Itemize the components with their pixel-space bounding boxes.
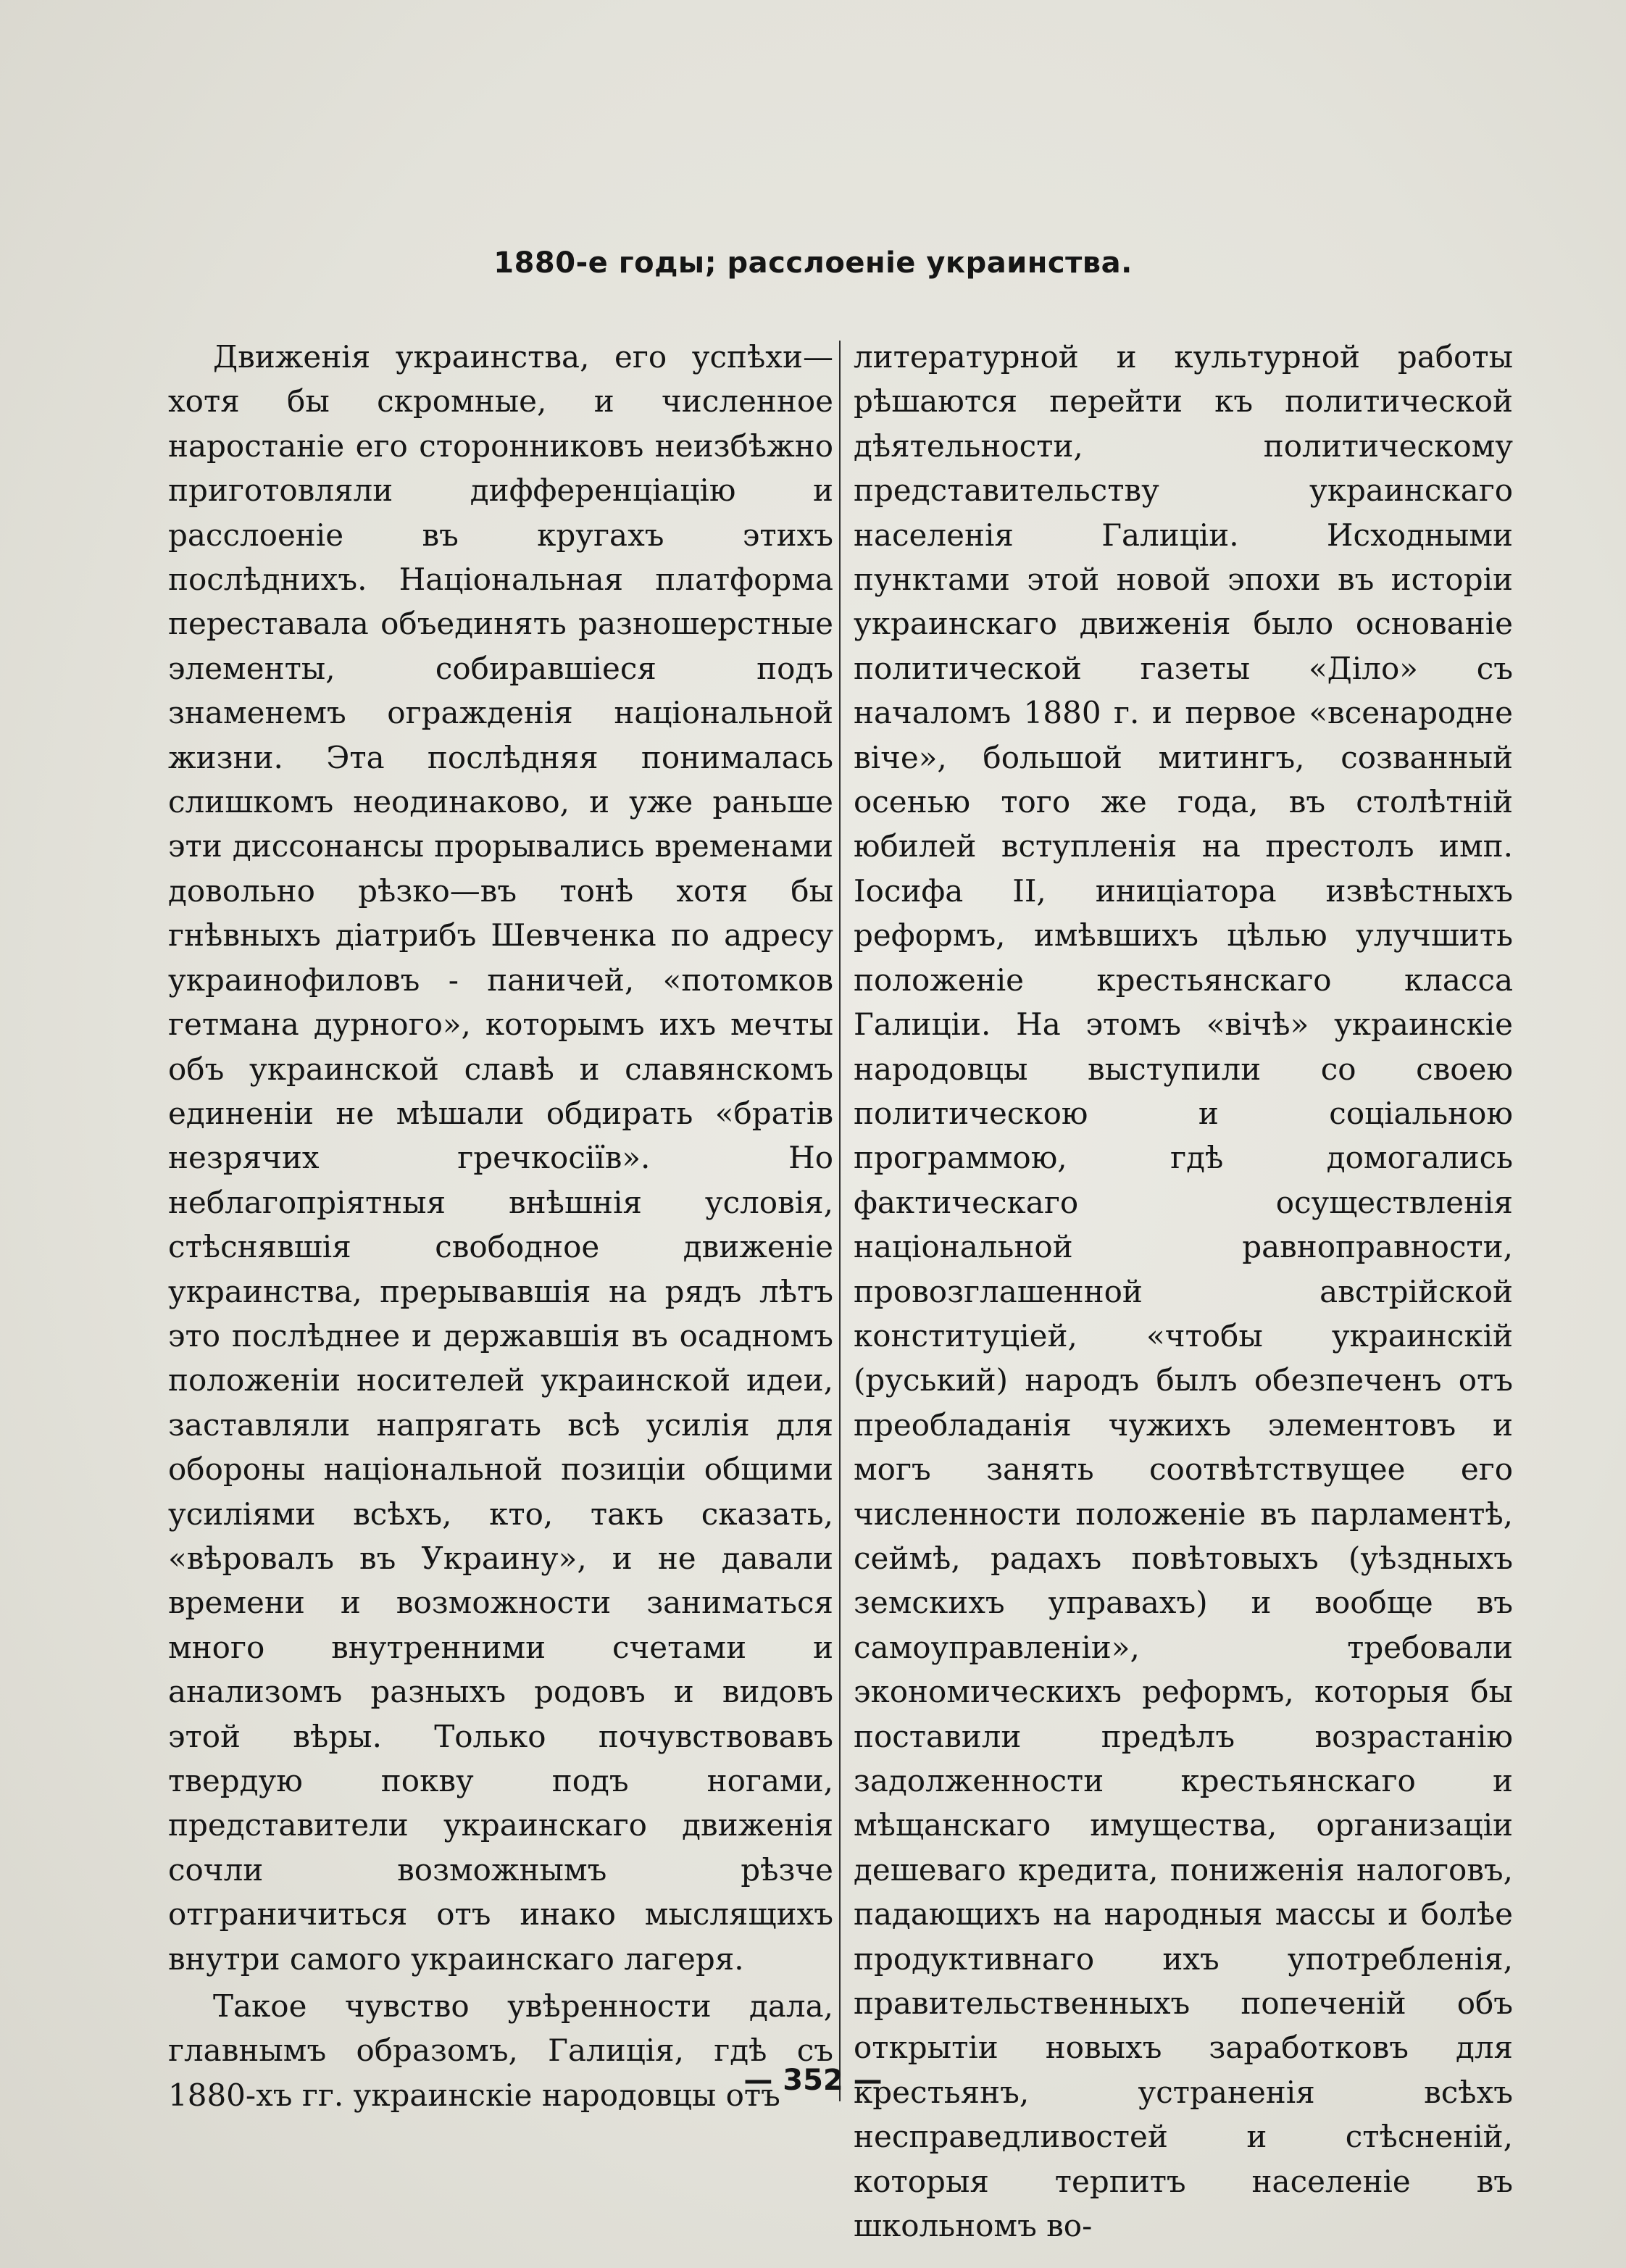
running-title: 1880-е годы; расслоеніе украинства. <box>493 246 1133 280</box>
page-number: — 352 — <box>743 2064 883 2097</box>
right-paragraph-1: литературной и культурной работы рѣшаются перейти къ политической дѣятельности, политическому представительству украинскаго населенія Галиціи. Исходными пунктами этой новой эпохи въ исторіи украинскаго движенія было основаніе политической газеты «Діло» съ началомъ 1880 г. и первое «всенародне віче», большой митингъ, созванный осенью того же года, въ столѣтній юбилей вступленія на престолъ имп. Іосифа II, иниціатора извѣстныхъ реформъ, имѣвшихъ цѣлью улучшить положеніе крестьянскаго класса Галиціи. На этомъ «вічѣ» украинскіе народовцы выступили со своею политическою и соціальною программою, гдѣ домогались фактическаго осуществленія національной равноправности, провозглашенной австрійской конституціей, «чтобы украинскій (руський) народъ былъ обезпеченъ отъ преобладанія чужихъ элементовъ и могъ занять соотвѣтствущее его численности положеніе въ парламентѣ, сеймѣ, радахъ повѣтовыхъ (уѣздныхъ земскихъ управахъ) и вообще въ самоуправленіи», требовали экономическихъ реформъ, которыя бы поставили предѣлъ возрастанію задолженности крестьянскаго и мѣщанскаго имущества, организаціи дешеваго кредита, пониженія налоговъ, падающихъ на народныя массы и болѣе продуктивнаго ихъ употребленія, правительственныхъ попеченій объ открытіи новыхъ заработковъ для крестьянъ, устраненія всѣхъ несправедливостей и стѣсненій, которыя терпитъ населеніе въ школьномъ во- <box>854 339 1513 2244</box>
right-text-column <box>854 335 1513 2244</box>
left-paragraph-1: Движенія украинства, его успѣхи— хотя бы скромные, и численное наростаніе его сторонниковъ неизбѣжно приготовляли дифференціацію и расслоеніе въ кругахъ этихъ послѣднихъ. Національная платформа переставала объединять разношерстные элементы, собиравшіеся подъ знаменемъ огражденія національной жизни. Эта послѣдняя понималась слишкомъ неодинаково, и уже раньше эти диссонансы прорывались временами довольно рѣзко—въ тонѣ хотя бы гнѣвныхъ діатрибъ Шевченка по адресу украинофиловъ - паничей, «потомков гетмана дурного», которымъ ихъ мечты объ украинской славѣ и славянскомъ единеніи не мѣшали обдирать «братів незрячих гречкосіїв». Но неблагопріятныя внѣшнія условія, стѣснявшія свободное движеніе украинства, прерывавшія на рядъ лѣтъ это послѣднее и державшія въ осадномъ положеніи носителей украинской идеи, заставляли напрягать всѣ усилія для обороны національной позиціи общими усиліями всѣхъ, кто, такъ сказать, «вѣровалъ въ Украину», и не давали времени и возможности заниматься много внутренними счетами и анализомъ разныхъ родовъ и видовъ этой вѣры. Только почувствовавъ твердую покву подъ ногами, представители украинскаго движенія сочли возможнымъ рѣзче отграничиться отъ инако мыслящихъ внутри самого украинскаго лагеря. <box>168 339 833 1977</box>
column-divider-rule <box>839 341 841 2101</box>
left-text-column <box>168 335 833 2132</box>
left-paragraph-2: Такое чувство увѣренности дала, главнымъ образомъ, Галиція, гдѣ съ 1880-хъ гг. украинскіе народовцы отъ <box>168 1988 833 2113</box>
